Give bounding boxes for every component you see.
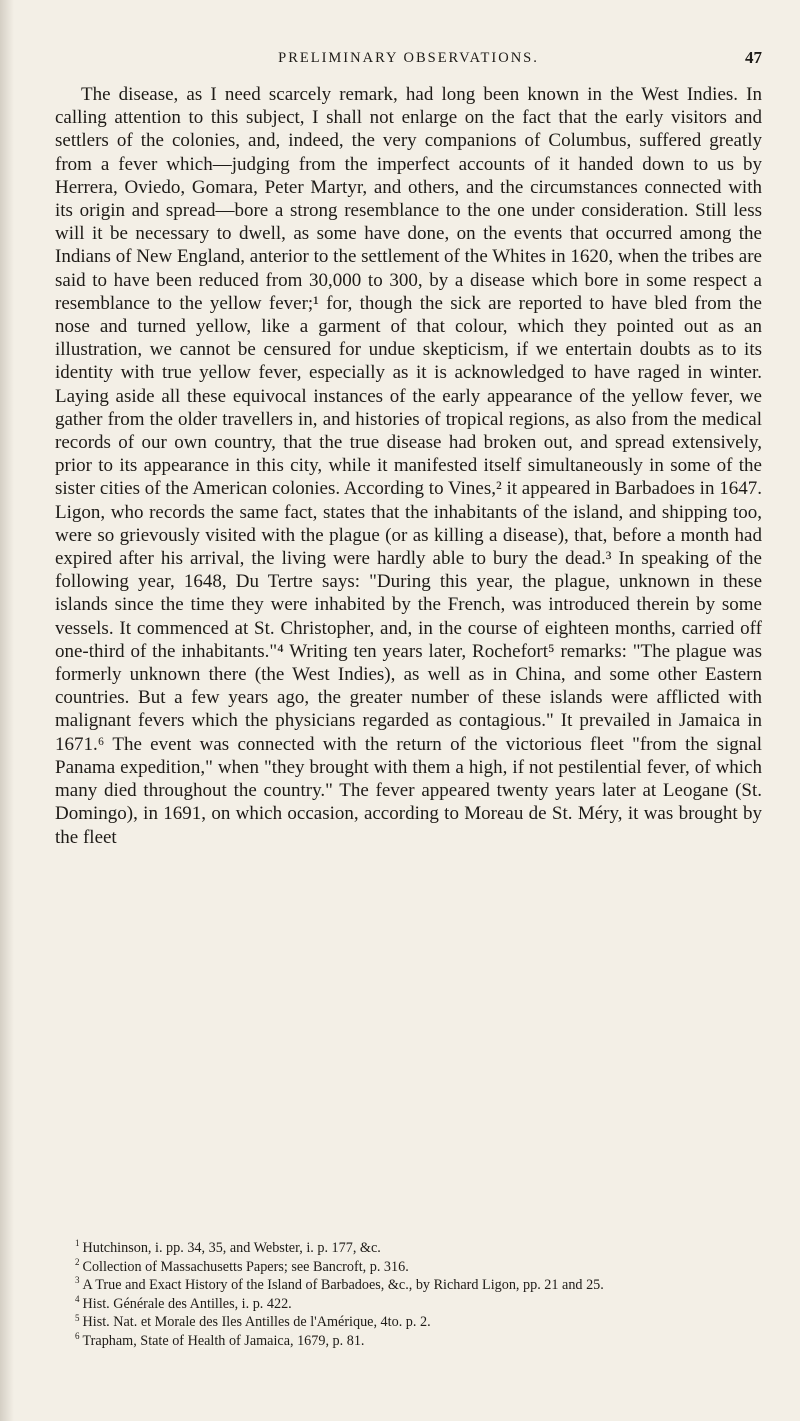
body-paragraph: The disease, as I need scarcely remark, had long been known in the West Indies. In calling attention to this subject, I shall not enlarge on the fact that the early visitors and settlers of the colonies, and, indeed, the very companions of Columbus, suffered greatly from a fever which—judging from the imperfect accounts of it handed down to us by Herrera, Oviedo, Gomara, Peter Martyr, and others, and the circumstances connected with its origin and spread—bore a strong resemblance to the one under consideration. Still less will it be necessary to dwell, as some have done, on the events that occurred among the Indians of New England, anterior to the settlement of the Whites in 1620, when the tribes are said to have been reduced from 30,000 to 300, by a disease which bore in some respect a resemblance to the yellow fever;¹ for, though the sick are reported to have bled from the nose and turned yellow, like a garment of that colour, which they pointed out as an illustration, we cannot be censured for undue skepticism, if we entertain doubts as to its identity with true yellow fever, especially as it is acknowledged to have raged in winter. Laying aside all these equivocal instances of the early appearance of the yellow fever, we gather from the older travellers in, and histories of tropical regions, as also from the medical records of our own country, that the true disease had broken out, and spread extensively, prior to its appearance in this city, while it manifested itself simultaneously in some of the sister cities of the American colonies. According to Vines,² it appeared in Barbadoes in 1647. Ligon, who records the same fact, states that the inhabitants of the island, and shipping too, were so grievously visited with the plague (or as killing a disease), that, before a month had expired after his arrival, the living were hardly able to bury the dead.³ In speaking of the following year, 1648, Du Tertre says: "During this year, the plague, unknown in these islands since the time they were inhabited by the French, was introduced therein by some vessels. It commenced at St. Christopher, and, in the course of eighteen months, carried off one-third of the inhabitants."⁴ Writing ten years later, Rochefort⁵ remarks: "The plague was formerly unknown there (the West Indies), as well as in China, and some other Eastern countries. But a few years ago, the greater number of these islands were afflicted with malignant fevers which the physicians regarded as contagious." It prevailed in Jamaica in 1671.⁶ The event was connected with the return of the victorious fleet "from the signal Panama expedition," when "they brought with them a high, if not pestilential fever, of which many died throughout the country." The fever appeared twenty years later at Leogane (St. Domingo), in 1691, on which occasion, according to Moreau de St. Méry, it was brought by the fleet (55, 84, 762, 848)
footnote-2 (55, 1258, 762, 1277)
footnote-mark: 4 (75, 1294, 80, 1305)
footnotes (55, 1239, 762, 1351)
page-header (55, 50, 762, 74)
footnote-mark: 5 (75, 1312, 80, 1323)
footnote-text: Hist. Générale des Antilles, i. p. 422. (82, 1295, 292, 1312)
footnote-text: Trapham, State of Health of Jamaica, 1679, p. 81. (82, 1332, 365, 1349)
page-edge-shadow (0, 0, 14, 1421)
footnote-text: Collection of Massachusetts Papers; see Bancroft, p. 316. (82, 1258, 409, 1275)
footnote-1 (55, 1239, 762, 1258)
footnote-text: Hutchinson, i. pp. 34, 35, and Webster, i. p. 177, &c. (82, 1240, 381, 1256)
footnote-3 (55, 1276, 762, 1295)
footnote-5 (55, 1313, 762, 1332)
footnote-text: Hist. Nat. et Morale des Iles Antilles de l'Amérique, 4to. p. 2. (82, 1314, 431, 1331)
running-head: PRELIMINARY OBSERVATIONS. (278, 50, 539, 66)
footnote-mark: 2 (75, 1256, 80, 1267)
body-text (55, 83, 762, 849)
footnote-4 (55, 1295, 762, 1314)
footnote-mark: 1 (75, 1238, 80, 1249)
footnote-6 (55, 1332, 762, 1351)
footnote-mark: 3 (75, 1275, 80, 1286)
footnote-text: A True and Exact History of the Island of Barbadoes, &c., by Richard Ligon, pp. 21 and 25. (82, 1277, 604, 1294)
page-number: 47 (745, 48, 762, 67)
footnote-mark: 6 (75, 1331, 80, 1342)
